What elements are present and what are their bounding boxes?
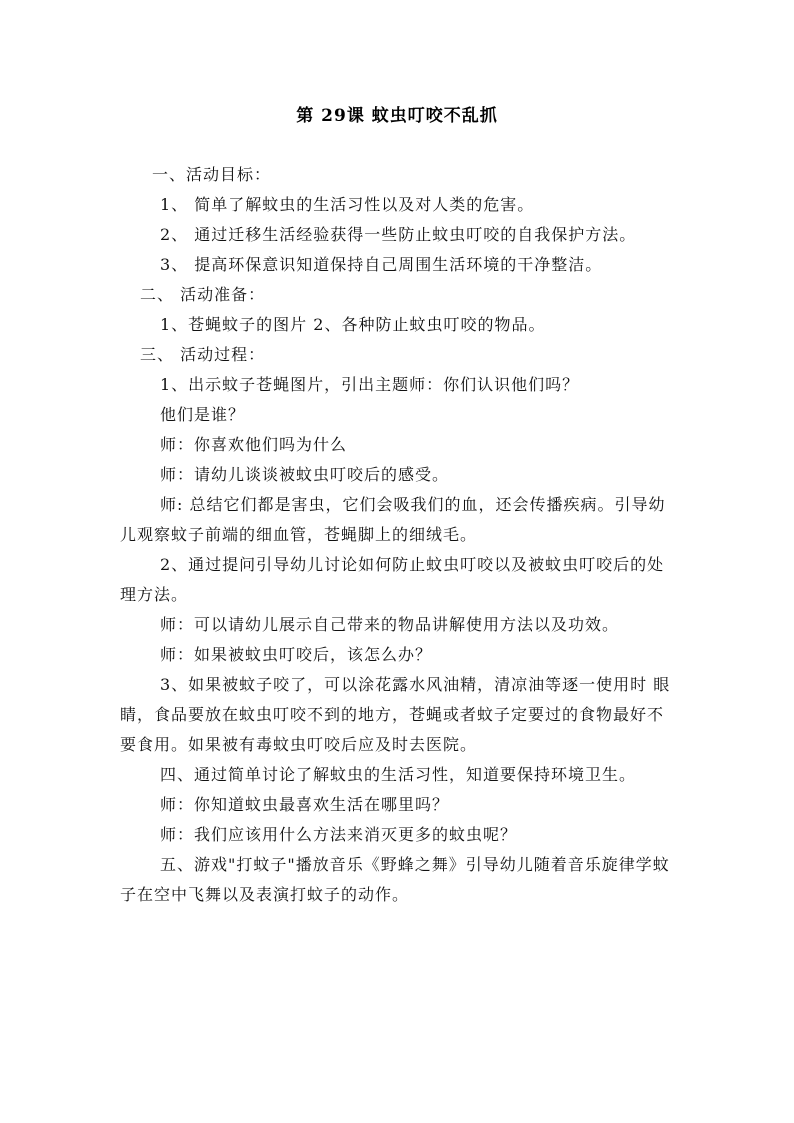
goal-item-2: 2、 通过迁移生活经验获得一些防止蚊虫叮咬的自我保护方法。 <box>160 225 637 244</box>
lesson-title: 第 29课 蚊虫叮咬不乱抓 <box>296 106 498 126</box>
goal-item-3: 3、 提高环保意识知道保持自己周围生活环境的干净整洁。 <box>160 255 603 274</box>
goal-item-1: 1、 简单了解蚊虫的生活习性以及对人类的危害。 <box>160 195 535 214</box>
teacher-line: 师：请幼儿谈谈被蚊虫叮咬后的感受。 <box>160 465 450 484</box>
preparation-item: 1、苍蝇蚊子的图片 2、各种防止蚊虫叮咬的物品。 <box>160 315 546 334</box>
teacher-summary-paragraph: 师: 总结它们都是害虫，它们会吸我们的血，还会传播疾病。引导幼儿观察蚊子前端的细血管，苍蝇脚上的细绒毛。 <box>120 495 666 544</box>
process-step-3-paragraph: 3、如果被蚊子咬了，可以涂花露水风油精，清凉油等逐一使用时 眼睛，食品要放在蚊虫叮咬不到的地方，苍蝇或者蚊子定要过的食物最好不要食用。如果被有毒蚊虫叮咬后应及时去医院。 <box>120 675 671 754</box>
process-step-1: 1、出示蚊子苍蝇图片，引出主题师：你们认识他们吗？ <box>160 375 580 394</box>
teacher-line: 师：你知道蚊虫最喜欢生活在哪里吗？ <box>160 795 450 814</box>
teacher-line: 师：我们应该用什么方法来消灭更多的蚊虫呢？ <box>160 825 518 844</box>
process-step-2-paragraph: 2、通过提问引导幼儿讨论如何防止蚊虫叮咬以及被蚊虫叮咬后的处理方法。 <box>120 555 665 604</box>
teacher-line: 师：可以请幼儿展示自己带来的物品讲解使用方法以及功效。 <box>160 615 620 634</box>
teacher-line: 师：如果被蚊虫叮咬后，该怎么办？ <box>160 645 433 664</box>
teacher-line: 师：你喜欢他们吗为什么 <box>160 435 348 454</box>
process-question: 他们是谁？ <box>160 405 246 424</box>
lesson-body <box>120 160 680 910</box>
section-heading-goals: 一、活动目标： <box>152 165 272 184</box>
process-step-4: 四、通过简单讨论了解蚊虫的生活习性，知道要保持环境卫生。 <box>160 765 637 784</box>
section-heading-process: 三、 活动过程： <box>140 345 266 364</box>
process-step-5-paragraph: 五、游戏"打蚊子"播放音乐《野蜂之舞》引导幼儿随着音乐旋律学蚊子在空中飞舞以及表演打蚊子的动作。 <box>120 855 670 904</box>
section-heading-preparation: 二、 活动准备： <box>140 285 266 304</box>
